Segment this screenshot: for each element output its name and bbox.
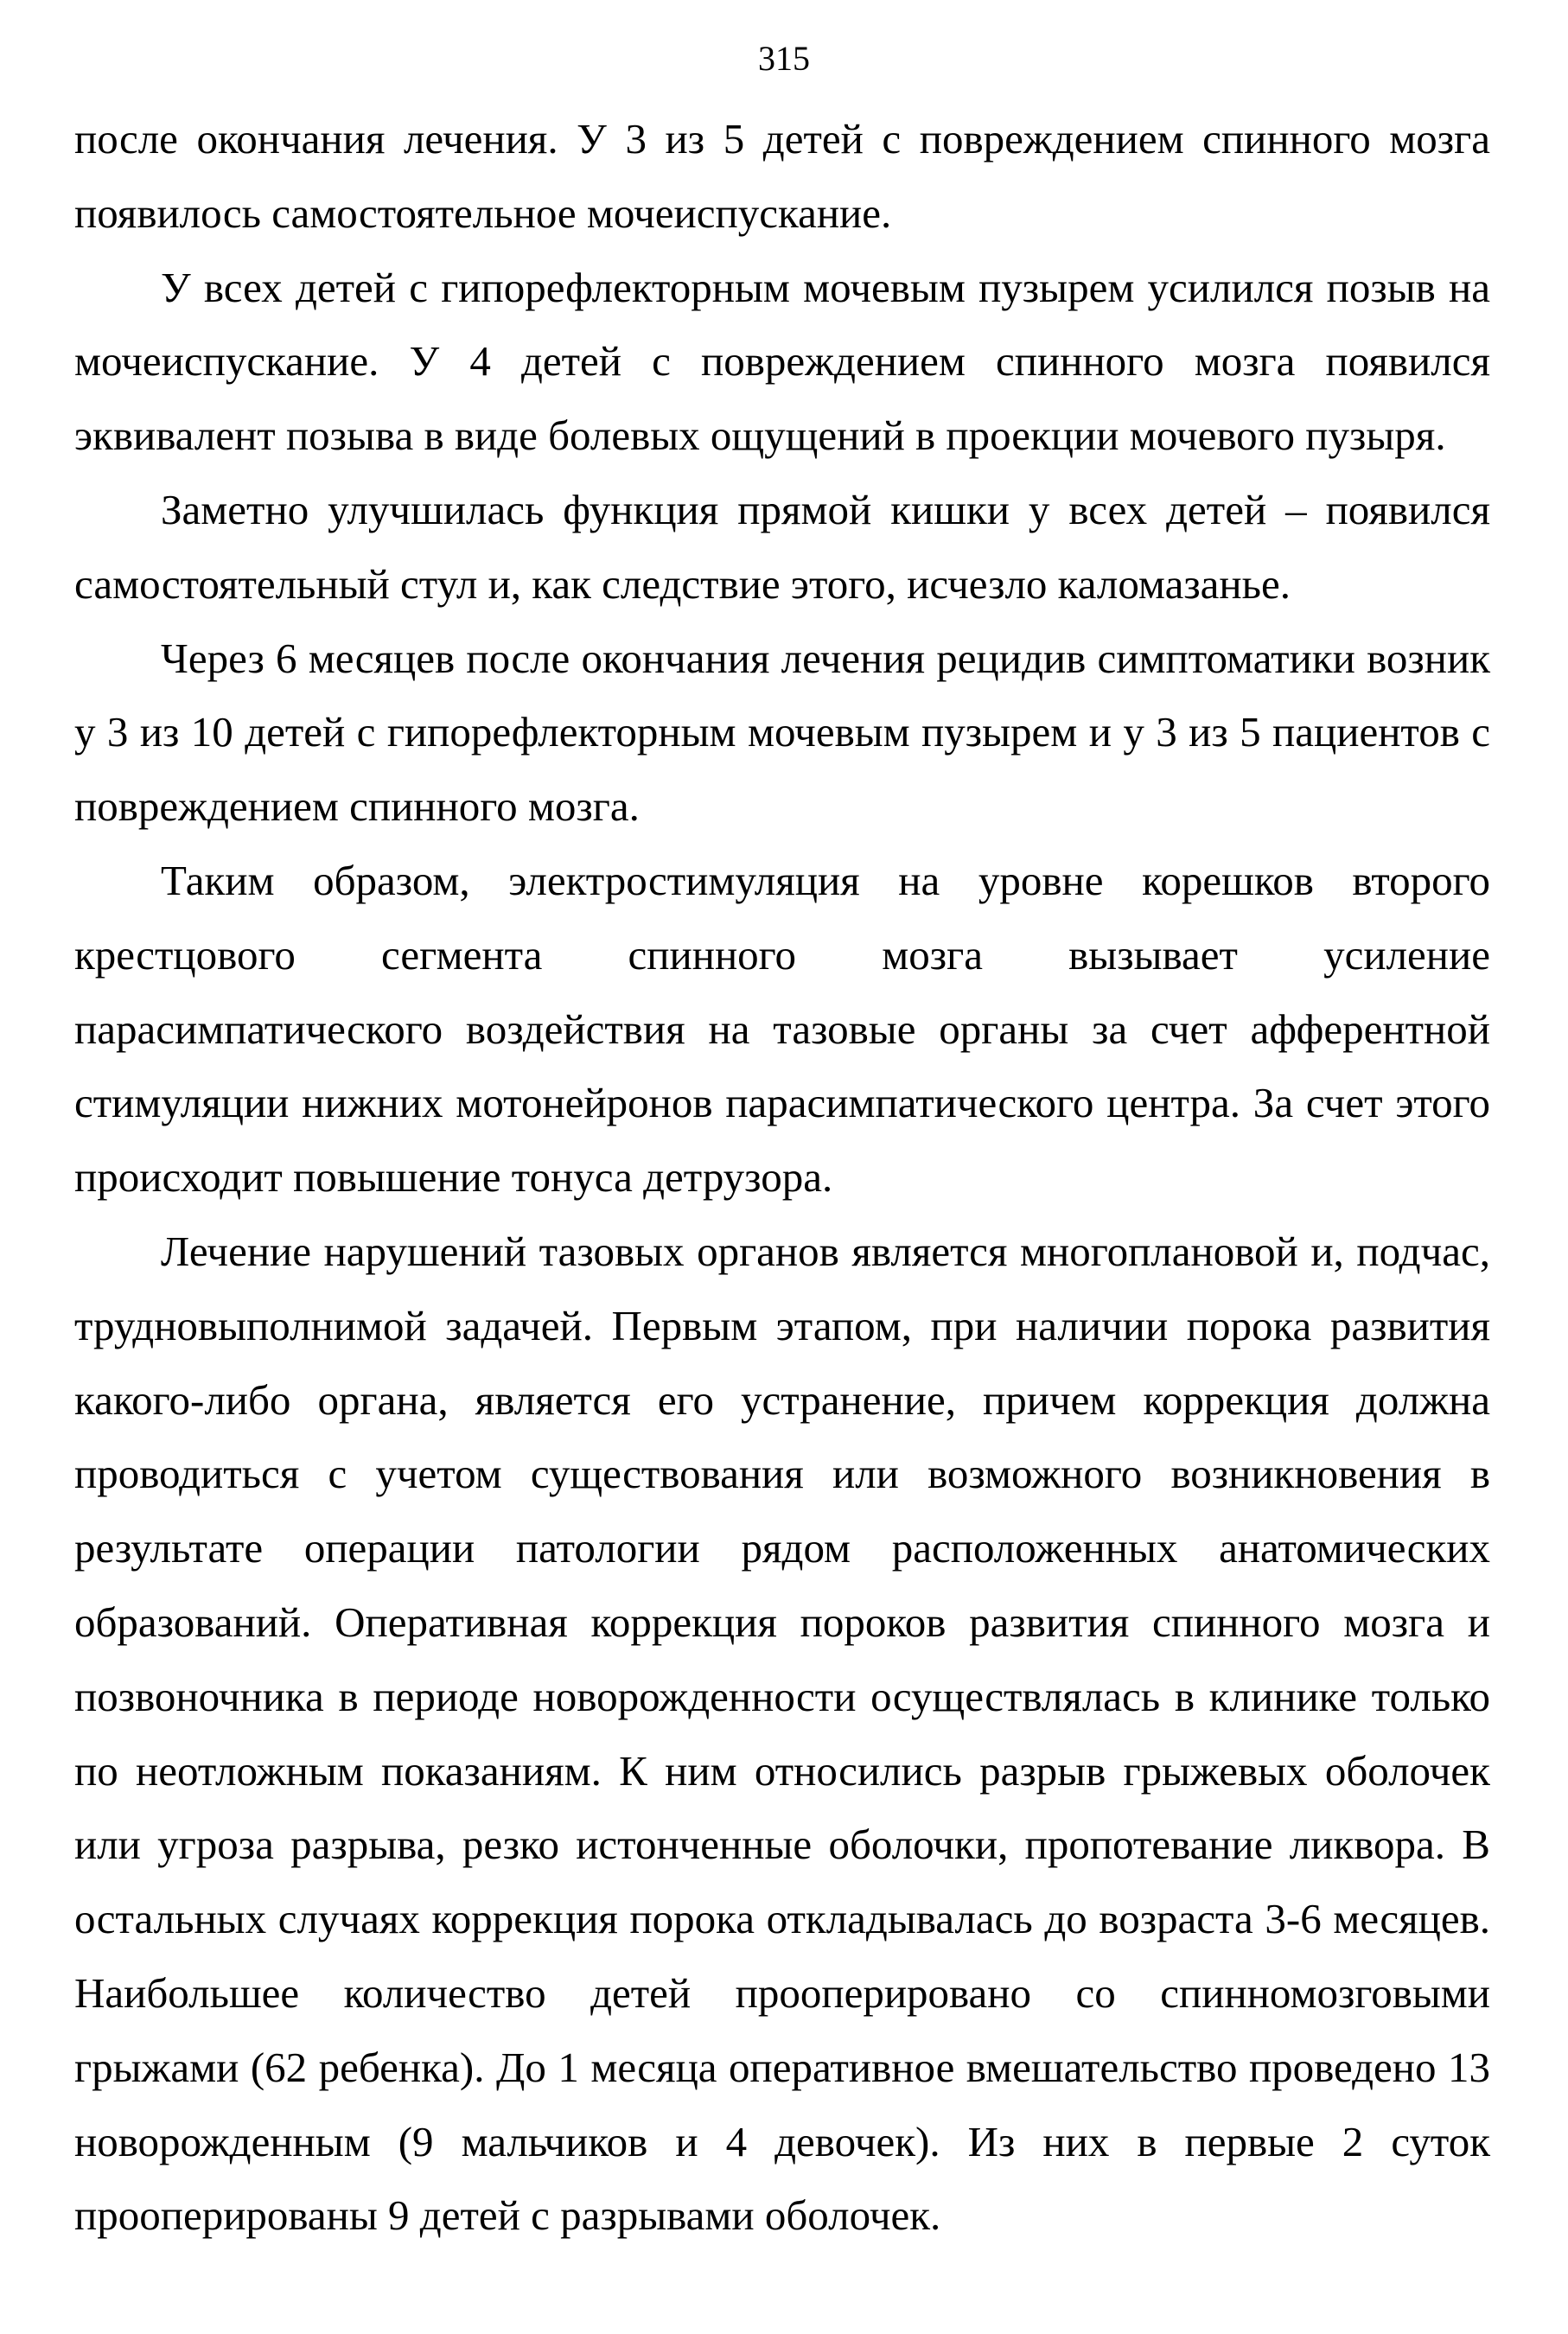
body-text [74, 102, 1490, 2253]
paragraph-3: Заметно улучшилась функция прямой кишки у всех детей – появился самостоятельный стул и, как следствие этого, исчезло каломазанье. [74, 485, 1490, 608]
page-number: 315 [758, 39, 810, 78]
paragraph-1: после окончания лечения. У 3 из 5 детей с повреждением спинного мозга появилось самостоятельное мочеиспускание. [74, 115, 1490, 237]
paragraph-2: У всех детей с гипорефлекторным мочевым пузырем усилился позыв на мочеиспускание. У 4 детей с повреждением спинного мозга появился эквивалент позыва в виде болевых ощущений в проекции мочевого пузыря. [74, 263, 1490, 460]
paragraph-4: Через 6 месяцев после окончания лечения рецидив симптоматики возник у 3 из 10 детей с гипорефлекторным мочевым пузырем и у 3 из 5 пациентов с повреждением спинного мозга. [74, 634, 1490, 831]
paragraph-6: Лечение нарушений тазовых органов является многоплановой и, подчас, трудновыполнимой задачей. Первым этапом, при наличии порока развития какого-либо органа, является его устранение, причем коррекция должна проводиться с учетом существования или возможного возникновения в результате операции патологии рядом расположенных анатомических образований. Оперативная коррекция пороков развития спинного мозга и позвоночника в периоде новорожденности осуществлялась в клинике только по неотложным показаниям. К ним относились разрыв грыжевых оболочек или угроза разрыва, резко истонченные оболочки, пропотевание ликвора. В остальных случаях коррекция порока откладывалась до возраста 3-6 месяцев. Наибольшее количество детей прооперировано со спинномозговыми грыжами (62 ребенка). До 1 месяца оперативное вмешательство проведено 13 новорожденным (9 мальчиков и 4 девочек). Из них в первые 2 суток прооперированы 9 детей с разрывами оболочек. [74, 1227, 1490, 2240]
paragraph-5: Таким образом, электростимуляция на уровне корешков второго крестцового сегмента спинного мозга вызывает усиление парасимпатического воздействия на тазовые органы за счет афферентной стимуляции нижних мотонейронов парасимпатического центра. За счет этого происходит повышение тонуса детрузора. [74, 856, 1490, 1202]
